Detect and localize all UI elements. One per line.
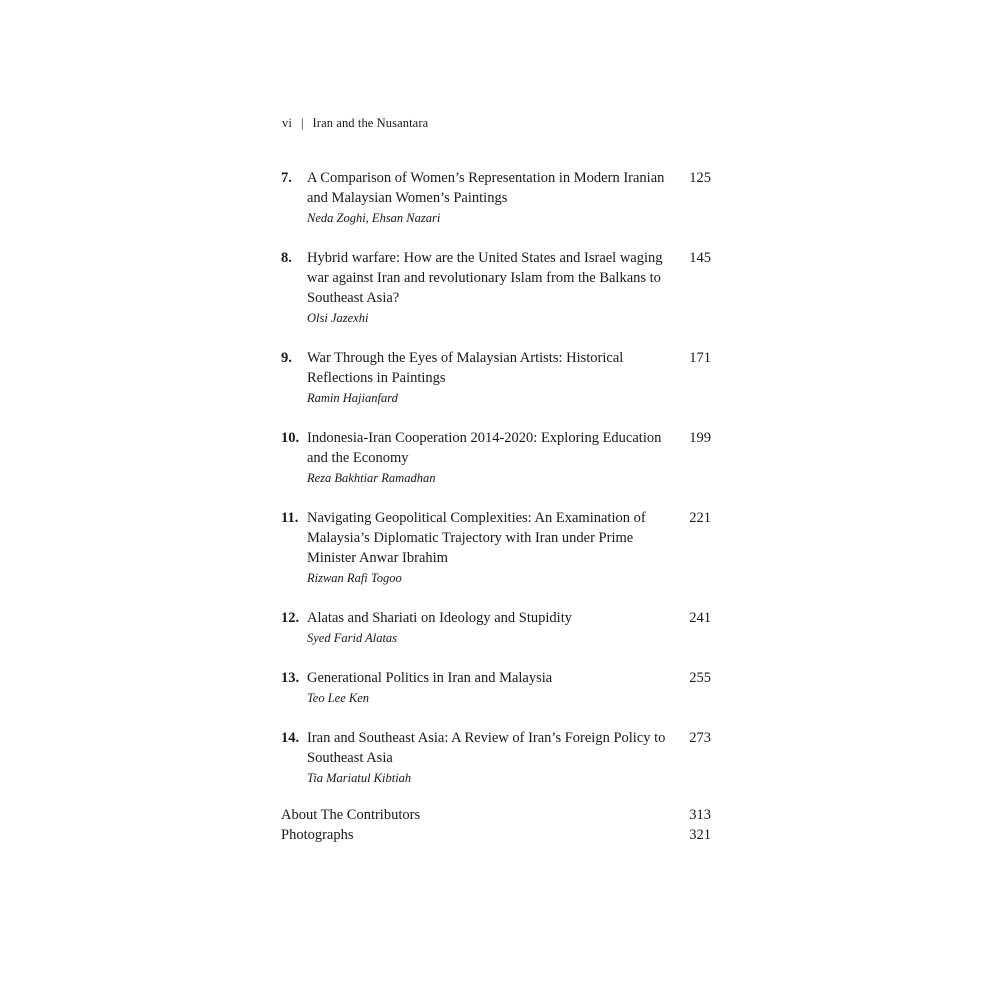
toc-entry <box>281 728 711 788</box>
chapter-author: Ramin Hajianfard <box>307 391 398 405</box>
chapter-page: 199 <box>689 430 711 446</box>
chapter-number: 12. <box>281 610 300 626</box>
back-matter-entry <box>281 825 711 845</box>
chapter-number: 9. <box>281 350 292 366</box>
chapter-number: 14. <box>281 730 300 746</box>
chapter-page: 125 <box>689 170 711 186</box>
back-matter-title: Photographs <box>281 827 354 843</box>
back-matter-page: 321 <box>689 827 711 843</box>
back-matter-page: 313 <box>689 807 711 823</box>
chapter-title: Iran and Southeast Asia: A Review of Iran’s Foreign Policy to Southeast Asia <box>307 730 666 766</box>
chapter-page: 221 <box>689 510 711 526</box>
chapter-page: 273 <box>689 730 711 746</box>
chapter-number: 8. <box>281 250 292 266</box>
chapter-number: 10. <box>281 430 300 446</box>
header-separator: | <box>300 116 304 130</box>
chapter-title: Navigating Geopolitical Complexities: An Examination of Malaysia’s Diplomatic Trajectory with Iran under Prime Minister Anwar Ibrahim <box>307 510 646 566</box>
chapter-page: 171 <box>689 350 711 366</box>
chapter-title: Alatas and Shariati on Ideology and Stupidity <box>307 610 572 626</box>
chapter-title: A Comparison of Women’s Representation in Modern Iranian and Malaysian Women’s Paintings <box>307 170 665 206</box>
chapter-author: Olsi Jazexhi <box>307 311 369 325</box>
chapter-number: 11. <box>281 510 299 526</box>
back-matter-title: About The Contributors <box>281 807 421 823</box>
chapter-author: Rizwan Rafi Togoo <box>307 571 402 585</box>
toc-entry <box>281 428 711 488</box>
chapter-title: Generational Politics in Iran and Malaysia <box>307 670 553 686</box>
table-of-contents <box>281 168 711 808</box>
toc-entry <box>281 508 711 588</box>
running-header <box>282 116 428 131</box>
toc-entry <box>281 248 711 328</box>
chapter-title: Hybrid warfare: How are the United States and Israel waging war against Iran and revolutionary Islam from the Balkans to Southeast Asia? <box>307 250 663 306</box>
toc-entry <box>281 168 711 228</box>
chapter-number: 7. <box>281 170 292 186</box>
chapter-number: 13. <box>281 670 300 686</box>
chapter-author: Teo Lee Ken <box>307 691 370 705</box>
back-matter-entry <box>281 805 711 825</box>
chapter-author: Syed Farid Alatas <box>307 631 398 645</box>
chapter-page: 145 <box>689 250 711 266</box>
chapter-author: Reza Bakhtiar Ramadhan <box>307 471 436 485</box>
back-matter <box>281 805 711 845</box>
running-title: Iran and the Nusantara <box>312 116 429 130</box>
page-number: vi <box>282 116 292 130</box>
chapter-page: 255 <box>689 670 711 686</box>
chapter-author: Neda Zoghi, Ehsan Nazari <box>307 211 441 225</box>
toc-entry <box>281 608 711 648</box>
chapter-page: 241 <box>689 610 711 626</box>
chapter-title: Indonesia-Iran Cooperation 2014-2020: Exploring Education and the Economy <box>307 430 662 466</box>
toc-entry <box>281 668 711 708</box>
toc-entry <box>281 348 711 408</box>
chapter-title: War Through the Eyes of Malaysian Artists: Historical Reflections in Paintings <box>307 350 624 386</box>
chapter-author: Tia Mariatul Kibtiah <box>307 771 412 785</box>
